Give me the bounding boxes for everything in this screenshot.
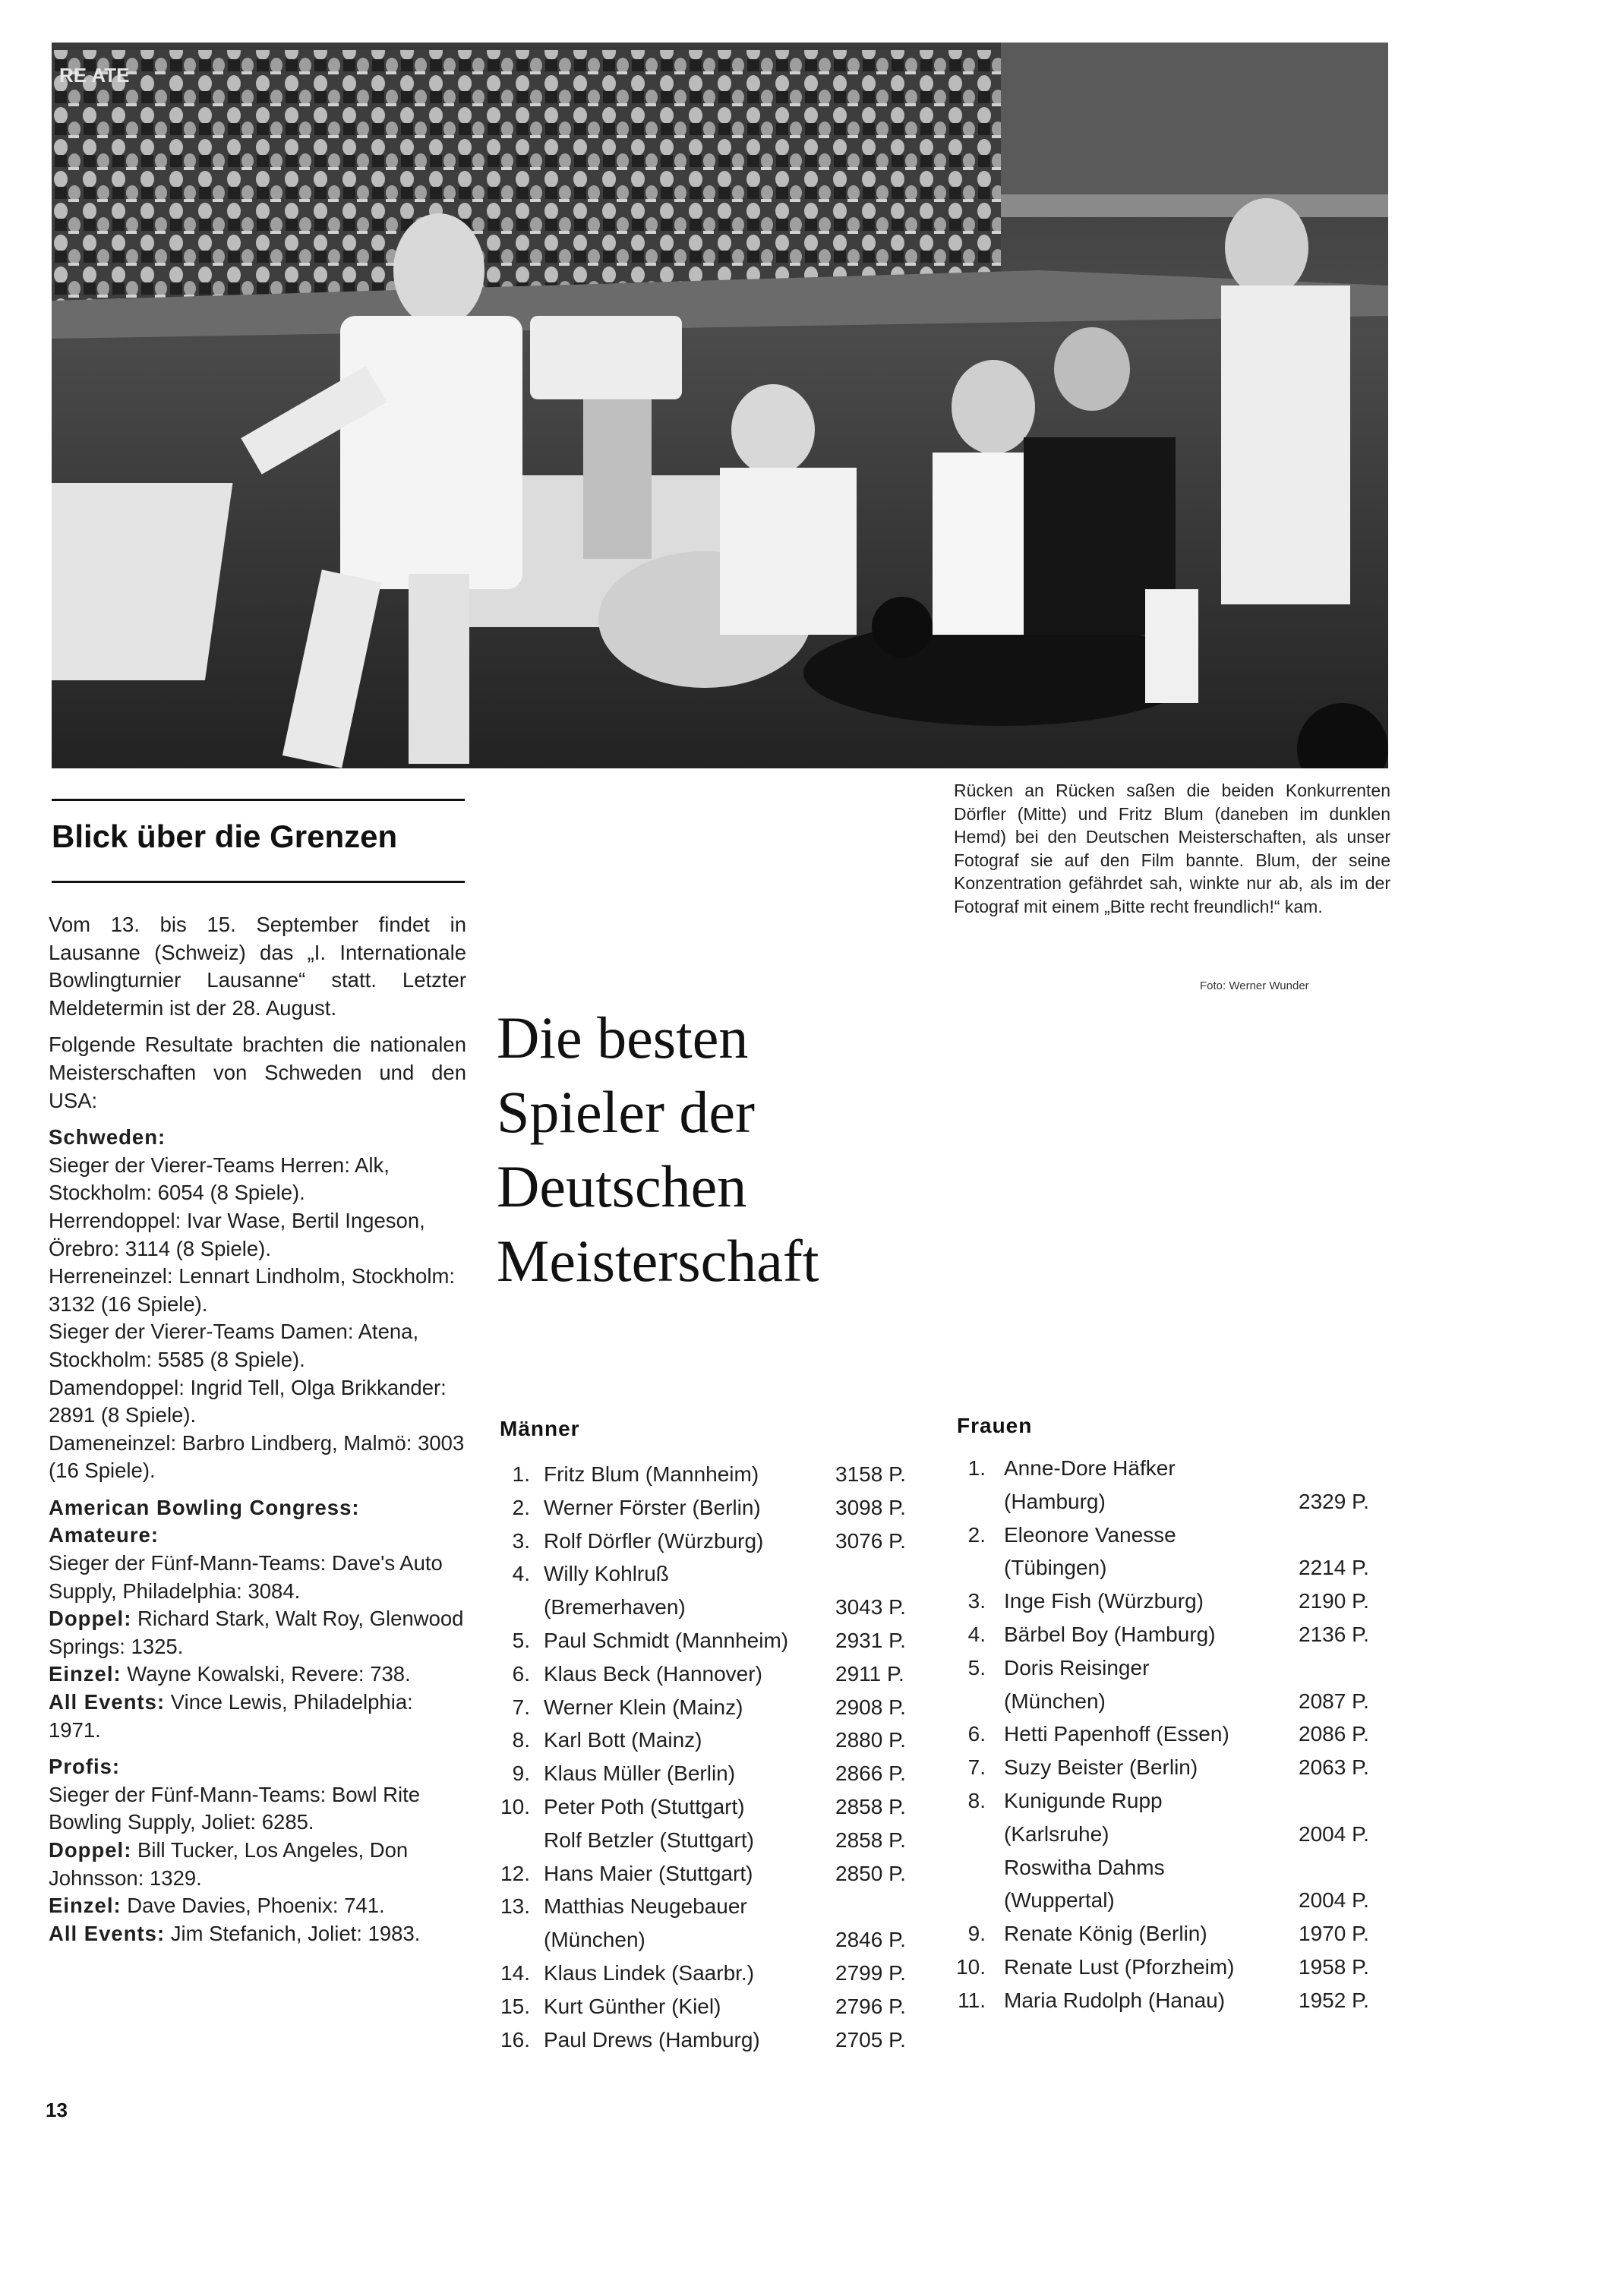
result-name: Klaus Müller (Berlin): [544, 1761, 736, 1786]
abc-section: [49, 1494, 466, 1744]
result-row: [500, 2023, 925, 2057]
result-name: Hans Maier (Stuttgart): [544, 1861, 753, 1885]
result-name: Willy Kohlruß: [544, 1562, 669, 1586]
result-row: [955, 1452, 1396, 1485]
result-rank: 2.: [512, 1495, 530, 1519]
women-heading: Frauen: [957, 1414, 1033, 1437]
result-row: [955, 1519, 1396, 1552]
amateur-teams: Sieger der Fünf-Mann-Teams: Dave's Auto Supply, Philadelphia: 3084.: [49, 1551, 443, 1603]
sidebar-heading: Blick über die Grenzen: [52, 818, 398, 854]
result-name: Kurt Günther (Kiel): [544, 1994, 721, 2018]
result-row: [955, 1917, 1396, 1951]
profis-all-events: [49, 1920, 466, 1948]
result-name: Maria Rudolph (Hanau): [1004, 1988, 1226, 2012]
bowling-championship-photo-icon: [52, 43, 1388, 768]
result-name: (Karlsruhe): [1004, 1821, 1109, 1846]
result-row: [500, 1990, 925, 2023]
result-score: 3043 P.: [835, 1595, 906, 1620]
result-score: 2329 P.: [1299, 1489, 1369, 1513]
result-row: [500, 1657, 925, 1691]
result-rank: 11.: [958, 1988, 986, 2012]
result-name: Peter Poth (Stuttgart): [544, 1794, 745, 1818]
result-rank: 5.: [512, 1628, 530, 1652]
result-rank: 5.: [967, 1655, 986, 1679]
result-name: Suzy Beister (Berlin): [1004, 1755, 1198, 1780]
sidebar-top-rule: [52, 799, 465, 801]
result-rank: 1.: [512, 1462, 530, 1486]
all-events-label: All Events:: [49, 1690, 166, 1714]
result-name: Eleonore Vanesse: [1004, 1522, 1176, 1547]
result-row: [500, 1591, 925, 1624]
women-results-list: [955, 1452, 1396, 2017]
result-rank: 2.: [967, 1522, 986, 1547]
result-name: Karl Bott (Mainz): [544, 1728, 702, 1752]
result-score: 2214 P.: [1299, 1556, 1369, 1580]
profis-einzel-text: Dave Davies, Phoenix: 741.: [127, 1894, 385, 1918]
result-row: [500, 1757, 925, 1790]
result-score: 2931 P.: [835, 1628, 906, 1652]
sidebar-bottom-rule: [52, 881, 465, 883]
result-name: Rolf Dörfler (Würzburg): [544, 1528, 764, 1553]
result-score: 2086 P.: [1299, 1722, 1369, 1746]
result-row: [500, 1691, 925, 1724]
result-score: 2858 P.: [835, 1794, 906, 1818]
result-name: Klaus Beck (Hannover): [544, 1661, 762, 1686]
headline-line: Meisterschaft: [497, 1228, 819, 1294]
sweden-section: [49, 1124, 466, 1485]
profis-doppel-text: Bill Tucker, Los Angeles, Don Johnsson: 1329.: [49, 1838, 409, 1890]
result-rank: 7.: [967, 1755, 986, 1780]
sweden-line: Sieger der Vierer-Teams Damen: Atena, Stockholm: 5585 (8 Spiele).: [49, 1320, 419, 1371]
headline-line: Spieler der: [497, 1079, 756, 1145]
result-row: [955, 1585, 1396, 1618]
result-rank: 6.: [967, 1722, 986, 1746]
result-score: 3076 P.: [835, 1528, 906, 1553]
result-row: [500, 1458, 925, 1491]
sweden-line: Damendoppel: Ingrid Tell, Olga Brikkander: 2891 (8 Spiele).: [49, 1375, 447, 1427]
result-name: Paul Schmidt (Mannheim): [544, 1628, 789, 1652]
result-score: 2004 P.: [1299, 1888, 1369, 1913]
result-name: (Tübingen): [1004, 1556, 1107, 1580]
amateur-heading: Amateure:: [49, 1523, 159, 1547]
result-rank: 7.: [512, 1695, 530, 1719]
result-score: 2004 P.: [1299, 1821, 1369, 1846]
result-rank: 8.: [967, 1788, 986, 1812]
result-rank: 12.: [500, 1861, 530, 1885]
result-row: [500, 1923, 925, 1957]
sweden-line: Herreneinzel: Lennart Lindholm, Stockholm: 3132 (16 Spiele).: [49, 1264, 456, 1316]
result-row: [955, 1951, 1396, 1984]
photo-credit: Foto: Werner Wunder: [1200, 979, 1309, 992]
result-score: 2911 P.: [835, 1661, 904, 1686]
result-rank: 13.: [500, 1894, 530, 1919]
result-score: 3098 P.: [835, 1495, 906, 1519]
photo-caption: Rücken an Rücken saßen die beiden Konkurrenten Dörfler (Mitte) und Fritz Blum (daneben im dunklen Hemd) bei den Deutschen Meisterschaften, als unser Fotograf sie auf den Film bannte. Blum, der seine Konzentration gefährdet sah, winkte nur ab, als im der Fotograf mit einem „Bitte recht freundlich!“ kam.: [954, 781, 1390, 916]
amateur-einzel: [49, 1660, 466, 1689]
result-score: 2799 P.: [835, 1960, 906, 1985]
doppel-label: Doppel:: [49, 1838, 132, 1862]
amateur-doppel: [49, 1605, 466, 1660]
sweden-line: Herrendoppel: Ivar Wase, Bertil Ingeson, Örebro: 3114 (8 Spiele).: [49, 1208, 425, 1260]
result-score: 2190 P.: [1299, 1589, 1369, 1613]
result-row: [955, 1818, 1396, 1851]
result-rank: 10.: [500, 1794, 530, 1818]
result-row: [955, 1717, 1396, 1751]
result-name: Fritz Blum (Mannheim): [544, 1462, 759, 1486]
result-row: [955, 1485, 1396, 1519]
result-rank: 4.: [967, 1622, 986, 1646]
sweden-line: Dameneinzel: Barbro Lindberg, Malmö: 3003 (16 Spiele).: [49, 1430, 465, 1483]
result-name: (Bremerhaven): [544, 1595, 686, 1620]
abc-heading: American Bowling Congress:: [49, 1495, 360, 1519]
result-score: 3158 P.: [835, 1462, 906, 1486]
einzel-label: Einzel:: [49, 1662, 122, 1686]
headline-line: Die besten: [497, 1004, 749, 1071]
men-results-list: [500, 1458, 925, 2056]
result-name: Kunigunde Rupp: [1004, 1788, 1163, 1812]
svg-text:RE ATE: RE ATE: [59, 64, 130, 87]
profis-einzel: [49, 1892, 466, 1920]
result-row: [500, 1790, 925, 1824]
result-rank: 1.: [967, 1456, 986, 1480]
amateur-doppel-text: Richard Stark, Walt Roy, Glenwood Springs: 1325.: [49, 1607, 464, 1658]
result-rank: 15.: [500, 1994, 530, 2018]
result-rank: 4.: [512, 1562, 530, 1586]
profis-teams: Sieger der Fünf-Mann-Teams: Bowl Rite Bowling Supply, Joliet: 6285.: [49, 1782, 421, 1834]
article-headline: [497, 1001, 967, 1298]
result-score: 2908 P.: [835, 1695, 906, 1719]
result-score: 1952 P.: [1299, 1988, 1369, 2012]
result-row: [500, 1624, 925, 1657]
result-name: Doris Reisinger: [1004, 1655, 1150, 1679]
all-events-label: All Events:: [49, 1921, 166, 1945]
result-name: (Hamburg): [1004, 1489, 1106, 1513]
result-row: [955, 1784, 1396, 1818]
sidebar-lead: Folgende Resultate brachten die nationalen Meisterschaften von Schweden und den USA:: [49, 1033, 466, 1112]
result-score: 2063 P.: [1299, 1755, 1369, 1780]
result-row: [955, 1651, 1396, 1685]
result-score: 2136 P.: [1299, 1622, 1369, 1646]
result-score: 2087 P.: [1299, 1689, 1369, 1713]
result-row: [500, 1491, 925, 1525]
result-name: Rolf Betzler (Stuttgart): [544, 1828, 754, 1852]
sweden-heading: Schweden:: [49, 1125, 166, 1150]
profis-section: [49, 1753, 466, 1948]
result-row: [500, 1857, 925, 1891]
headline-line: Deutschen: [497, 1153, 747, 1219]
profis-heading: Profis:: [49, 1755, 121, 1779]
sweden-line: Sieger der Vierer-Teams Herren: Alk, Stockholm: 6054 (8 Spiele).: [49, 1153, 390, 1205]
bowling-championship-photo: [52, 43, 1388, 768]
result-row: [955, 1618, 1396, 1651]
result-name: Roswitha Dahms: [1004, 1855, 1165, 1879]
result-row: [500, 1890, 925, 1923]
result-name: Matthias Neugebauer: [544, 1894, 747, 1919]
sidebar-body: [49, 911, 466, 1957]
result-rank: 3.: [967, 1589, 986, 1613]
result-name: Hetti Papenhoff (Essen): [1004, 1722, 1229, 1746]
result-name: (München): [544, 1928, 645, 1952]
result-rank: 14.: [500, 1960, 530, 1985]
result-row: [500, 1525, 925, 1558]
result-name: Werner Förster (Berlin): [544, 1495, 761, 1519]
result-name: Bärbel Boy (Hamburg): [1004, 1622, 1216, 1646]
men-heading: Männer: [500, 1417, 580, 1440]
result-row: [500, 1557, 925, 1591]
result-name: Klaus Lindek (Saarbr.): [544, 1960, 755, 1985]
result-name: Inge Fish (Würzburg): [1004, 1589, 1204, 1613]
result-rank: 9.: [512, 1761, 530, 1786]
amateur-einzel-text: Wayne Kowalski, Revere: 738.: [127, 1662, 411, 1686]
result-row: [500, 1724, 925, 1757]
result-score: 2880 P.: [835, 1728, 906, 1752]
result-rank: 8.: [512, 1728, 530, 1752]
result-score: 2858 P.: [835, 1828, 906, 1852]
einzel-label: Einzel:: [49, 1894, 122, 1918]
profis-all-text: Jim Stefanich, Joliet: 1983.: [170, 1921, 421, 1945]
result-rank: 6.: [512, 1661, 530, 1686]
doppel-label: Doppel:: [49, 1607, 132, 1631]
result-rank: 16.: [500, 2027, 530, 2052]
result-row: [955, 1685, 1396, 1718]
result-row: [955, 1751, 1396, 1784]
result-name: Paul Drews (Hamburg): [544, 2027, 760, 2052]
result-score: 2846 P.: [835, 1928, 906, 1952]
result-rank: 10.: [956, 1954, 986, 1979]
result-score: 2850 P.: [835, 1861, 906, 1885]
result-row: [500, 1957, 925, 1990]
sidebar-intro: Vom 13. bis 15. September findet in Lausanne (Schweiz) das „I. Internationale Bowlingturnier Lausanne“ statt. Letzter Meldetermin ist der 28. August.: [49, 913, 466, 1020]
result-score: 1958 P.: [1299, 1954, 1369, 1979]
result-score: 2705 P.: [835, 2027, 906, 2052]
amateur-all-text: Vince Lewis, Philadelphia: 1971.: [49, 1690, 413, 1742]
result-name: Renate König (Berlin): [1004, 1922, 1207, 1946]
result-score: 2796 P.: [835, 1994, 906, 2018]
result-row: [955, 1551, 1396, 1585]
result-name: (München): [1004, 1689, 1106, 1713]
result-row: [500, 1824, 925, 1857]
result-rank: 9.: [967, 1922, 986, 1946]
result-row: [955, 1884, 1396, 1917]
result-name: (Wuppertal): [1004, 1888, 1115, 1913]
result-name: Werner Klein (Mainz): [544, 1695, 743, 1719]
result-row: [955, 1851, 1396, 1884]
amateur-all-events: [49, 1689, 466, 1744]
result-row: [955, 1984, 1396, 2017]
result-name: Anne-Dore Häfker: [1004, 1456, 1176, 1480]
result-name: Renate Lust (Pforzheim): [1004, 1954, 1235, 1979]
result-score: 2866 P.: [835, 1761, 906, 1786]
result-rank: 3.: [512, 1528, 530, 1553]
result-score: 1970 P.: [1299, 1922, 1369, 1946]
page-number: 13: [46, 2099, 68, 2121]
profis-doppel: [49, 1837, 466, 1892]
